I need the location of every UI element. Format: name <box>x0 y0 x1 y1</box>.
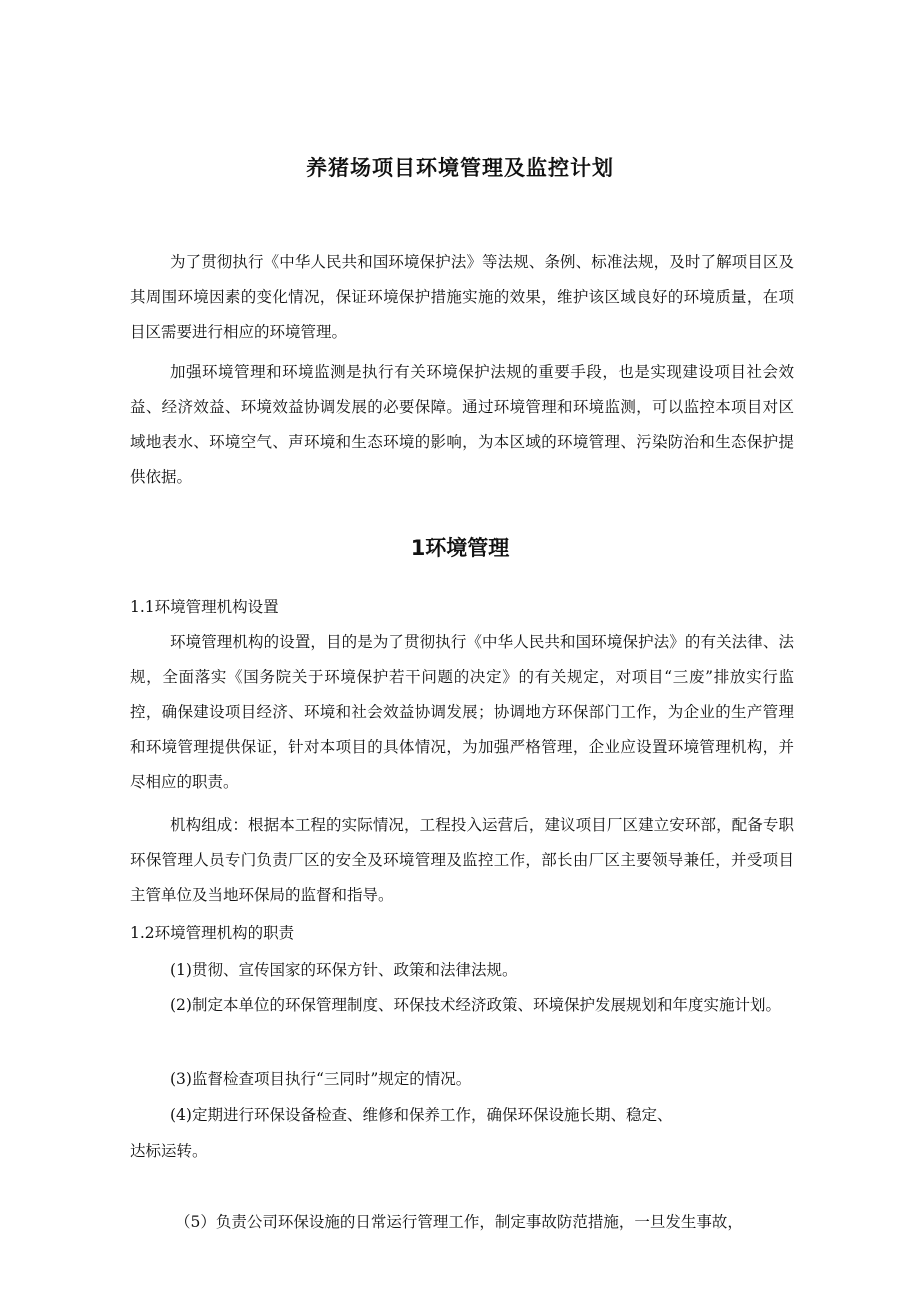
duty-item-5: （5）负责公司环保设施的日常运行管理工作，制定事故防范措施，一旦发生事故， <box>175 1213 743 1231</box>
section-heading-environment-management: 1环境管理 <box>410 536 510 560</box>
subsection-1-1-paragraph-1: 环境管理机构的设置，目的是为了贯彻执行《中华人民共和国环境保护法》的有关法律、法规，全面落实《国务院关于环境保护若干问题的决定》的有关规定，对项目“三废”排放实行监控，确保建设项目经济、环境和社会效益协调发展；协调地方环保部门工作，为企业的生产管理和环境管理提供保证，针对本项目的具体情况，为加强严格管理，企业应设置环境管理机构，并尽相应的职责。 <box>130 633 794 791</box>
duty-item-4-line-2: 达标运转。 <box>130 1142 208 1160</box>
subsection-1-1-paragraph-2: 机构组成：根据本工程的实际情况，工程投入运营后，建议项目厂区建立安环部，配备专职环保管理人员专门负责厂区的安全及环境管理及监控工作，部长由厂区主要领导兼任，并受项目主管单位及当地环保局的监督和指导。 <box>130 816 794 904</box>
subsection-heading-1-1: 1.1环境管理机构设置 <box>130 598 279 616</box>
duty-item-2: (2)制定本单位的环保管理制度、环保技术经济政策、环境保护发展规划和年度实施计划。 <box>170 996 781 1014</box>
duty-item-4-line-1: (4)定期进行环保设备检查、维修和保养工作，确保环保设施长期、稳定、 <box>170 1106 673 1124</box>
intro-paragraph-2: 加强环境管理和环境监测是执行有关环境保护法规的重要手段，也是实现建设项目社会效益、经济效益、环境效益协调发展的必要保障。通过环境管理和环境监测，可以监控本项目对区域地表水、环境空气、声环境和生态环境的影响，为本区域的环境管理、污染防治和生态保护提供依据。 <box>130 363 794 486</box>
duty-item-1: (1)贯彻、宣传国家的环保方针、政策和法律法规。 <box>170 961 518 979</box>
page-title: 养猪场项目环境管理及监控计划 <box>306 156 614 180</box>
intro-paragraph-1: 为了贯彻执行《中华人民共和国环境保护法》等法规、条例、标准法规，及时了解项目区及其周围环境因素的变化情况，保证环境保护措施实施的效果，维护该区域良好的环境质量，在项目区需要进行相应的环境管理。 <box>130 253 794 341</box>
duty-item-3: (3)监督检查项目执行“三同时”规定的情况。 <box>170 1070 472 1088</box>
subsection-heading-1-2: 1.2环境管理机构的职责 <box>130 924 295 942</box>
